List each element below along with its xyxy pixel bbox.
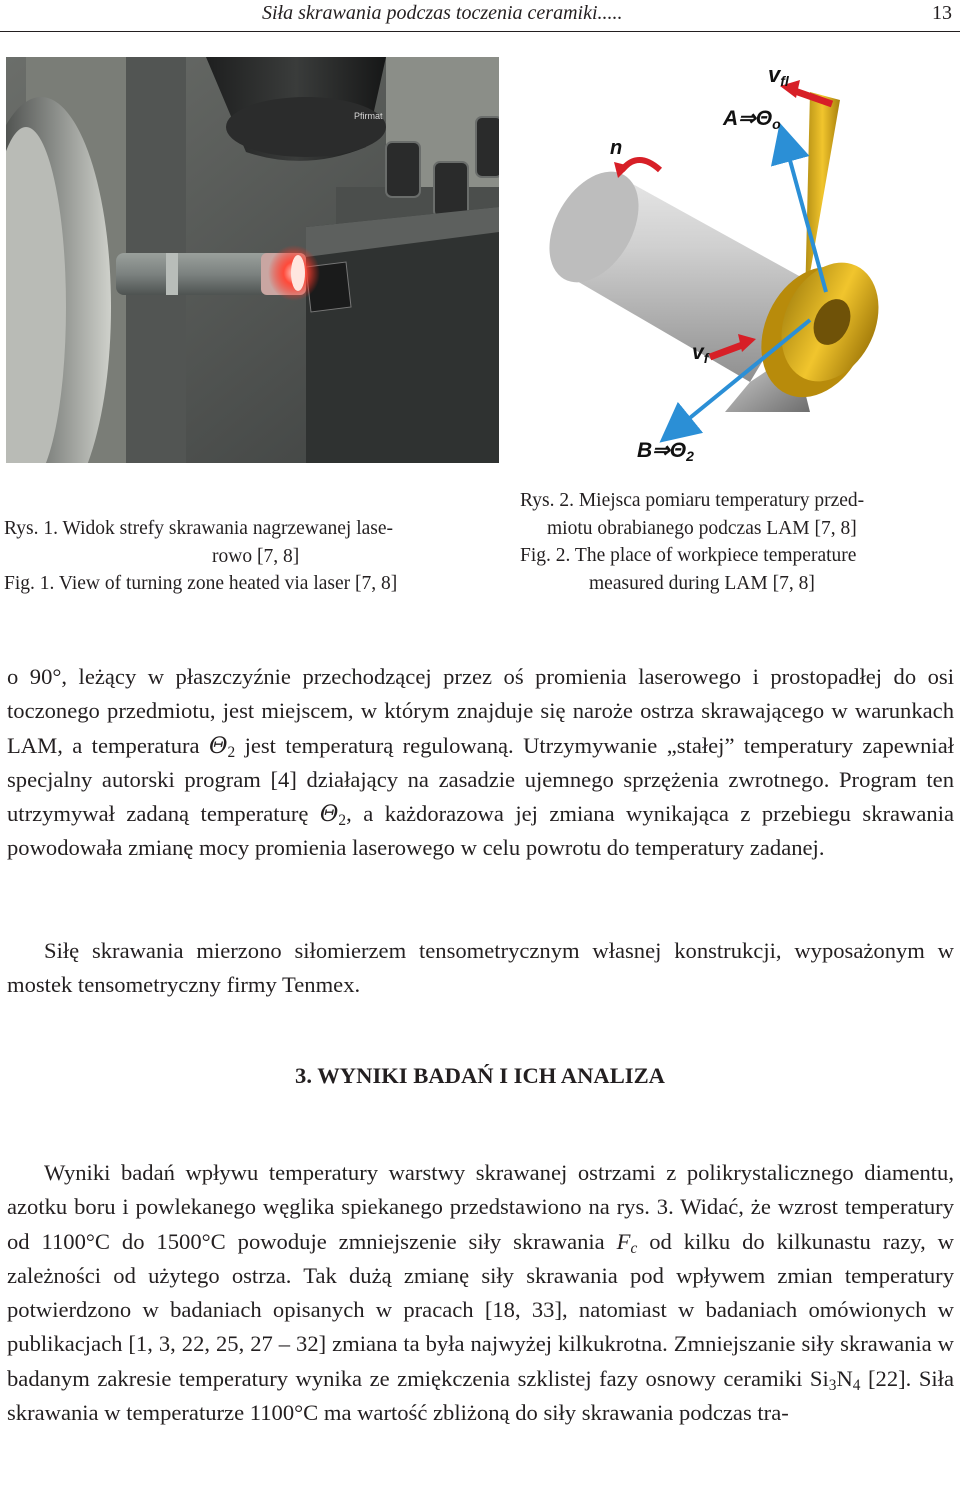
page-number: 13: [932, 2, 952, 24]
label-n: n: [610, 137, 623, 159]
fig2-caption-pl-line2: miotu obrabianego podczas LAM [7, 8]: [547, 517, 857, 539]
body-paragraph-3: Wyniki badań wpływu temperatury warstwy skrawanej ostrzami z polikrystalicznego diamentu, azotku boru i powlekanego węglika spiekanego przedstawiono na rys. 3. Widać, że wzrost temperatury od 1100°C do 1500°C powoduje zmniejszenie siły skrawania $F_c$ od kilku do kilkunastu razy, w zależności od użytego ostrza. Tak dużą zmianę siły skrawania pod wpływem zmian temperatury potwierdzono w badaniach opisanych w pracach [18, 33], natomiast w badaniach omówionych w publikacjach [1, 3, 22, 25, 27 – 32] zmiana ta była najwyżej kilkukrotna. Zmniejszanie siły skrawania w badanym zakresie temperatury wynika ze zmiękczenia szklistej fazy osnowy ceramiki $Si_3N_4$ [22]. Siła skrawania w temperaturze 1100°C ma wartość zbliżoną do siły skrawania podczas tra-: [7, 1160, 954, 1426]
figure-2-caption: [520, 487, 956, 597]
label-point-a: A⇒Θo: [723, 107, 781, 132]
lathe-photo-illustration: [6, 57, 499, 463]
fig1-caption-pl-line1: Rys. 1. Widok strefy skrawania nagrzewanej lase-: [4, 518, 394, 539]
figure-1-caption: [4, 515, 496, 598]
force-symbol: F: [616, 1228, 631, 1254]
fig1-caption-pl-line2: rowo [7, 8]: [212, 545, 300, 567]
label-point-b: B⇒Θ2: [637, 439, 694, 464]
theta-symbol: Θ: [208, 732, 228, 759]
fig2-caption-en-line2: measured during LAM [7, 8]: [589, 572, 815, 594]
running-title: Siła skrawania podczas toczenia ceramiki.....: [262, 2, 623, 24]
section-heading: 3. WYNIKI BADAŃ I ICH ANALIZA: [295, 1063, 665, 1088]
photo-brand-text: Pfirmat: [354, 111, 383, 121]
theta-symbol: Θ: [319, 801, 339, 828]
figure-1-photo: [6, 57, 499, 463]
fig2-caption-en-line1: Fig. 2. The place of workpiece temperature: [520, 545, 857, 566]
label-vfl: vfl: [768, 62, 789, 89]
running-header: [0, 0, 960, 32]
body-paragraph-2: Siłę skrawania mierzono siłomierzem tensometrycznym własnej konstrukcji, wyposażonym w mostek tensometryczny firmy Tenmex.: [7, 938, 954, 998]
body-paragraph-1: o 90°, leżący w płaszczyźnie przechodzącej przez oś promienia laserowego i prostopadłej do osi toczonego przedmiotu, jest miejscem, w którym znajduje się naroże ostrza skrawającego w warunkach LAM, a temperatura $\Theta_2$ jest temperaturą regulowaną. Utrzymywanie „stałej” temperatury zapewniał specjalny autorski program [4] działający na zasadzie ujemnego sprzężenia zwrotnego. Program ten utrzymywał zadaną temperaturę $\Theta_2$, a każdorazowa jej zmiana wynikająca z przebiegu skrawania powodowała zmianę mocy promienia laserowego w celu powrotu do temperatury zadanej.: [7, 664, 954, 861]
fig2-caption-pl-line1: Rys. 2. Miejsca pomiaru temperatury przed-: [520, 490, 865, 511]
rotation-arrow: [622, 160, 660, 170]
fig1-caption-en: Fig. 1. View of turning zone heated via laser [7, 8]: [4, 573, 398, 594]
figure-2-diagram: [510, 52, 950, 470]
workpiece-temperature-diagram: [510, 52, 950, 470]
label-vf: vf: [692, 341, 709, 366]
